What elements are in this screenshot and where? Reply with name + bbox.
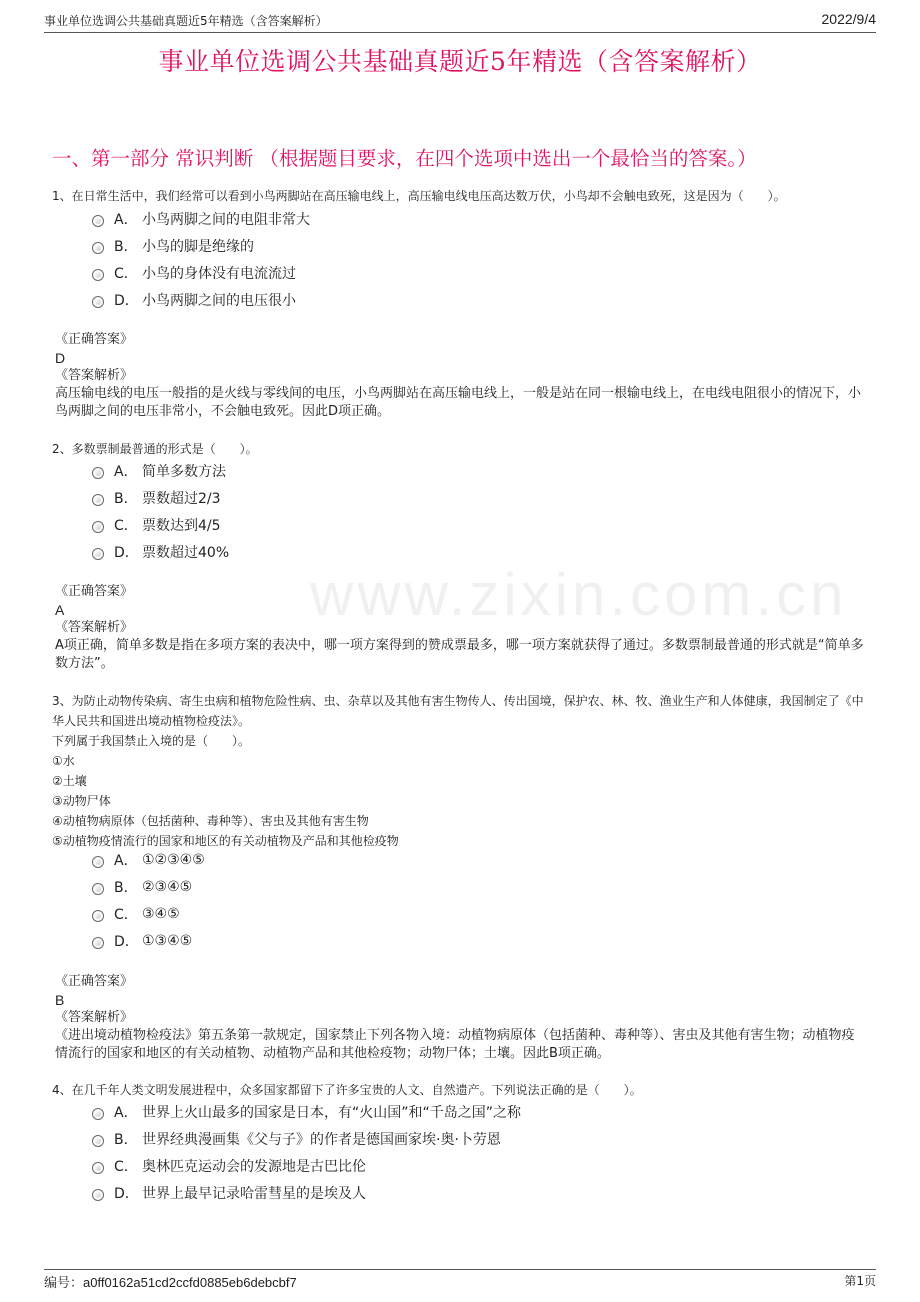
- option-c[interactable]: [92, 259, 310, 286]
- header-title: 事业单位选调公共基础真题近5年精选（含答案解析）: [44, 14, 328, 28]
- explanation-label: 《答案解析》: [55, 1010, 134, 1025]
- option-a[interactable]: [92, 205, 310, 232]
- question-2-options: [92, 457, 229, 565]
- prompt-line: 下列属于我国禁止入境的是（ ）。: [52, 734, 251, 748]
- list-item: ④动植物病原体（包括菌种、毒种等）、害虫及其他有害生物: [52, 814, 369, 828]
- option-key: A．: [114, 211, 138, 228]
- question-4-stem: 4、在几千年人类文明发展进程中，众多国家都留下了许多宝贵的人文、自然遗产。下列说法正确的是（ ）。: [52, 1083, 642, 1097]
- radio-icon[interactable]: [92, 242, 104, 254]
- option-a[interactable]: [92, 457, 229, 484]
- radio-icon[interactable]: [92, 521, 104, 533]
- question-2-stem: 2、多数票制最普通的形式是（ ）。: [52, 442, 258, 456]
- option-text: 小鸟两脚之间的电压很小: [142, 292, 296, 309]
- option-key: C．: [114, 265, 138, 282]
- option-text: 票数超过40%: [142, 544, 230, 561]
- page-footer: [44, 1269, 876, 1291]
- question-1-stem: 1、在日常生活中，我们经常可以看到小鸟两脚站在高压输电线上，高压输电线电压高达数万伏，小鸟却不会触电致死，这是因为（ ）。: [52, 189, 786, 203]
- option-text: 世界上最早记录哈雷彗星的是埃及人: [142, 1185, 366, 1202]
- radio-icon[interactable]: [92, 910, 104, 922]
- section-heading: 一、第一部分 常识判断 （根据题目要求，在四个选项中选出一个最恰当的答案。）: [52, 147, 757, 170]
- explanation-text: 高压输电线的电压一般指的是火线与零线间的电压，小鸟两脚站在高压输电线上，一般是站在同一根输电线上，在电线电阻很小的情况下，小鸟两脚之间的电压非常小，不会触电致死。因此D项正确。: [55, 386, 862, 419]
- radio-icon[interactable]: [92, 1135, 104, 1147]
- radio-icon[interactable]: [92, 296, 104, 308]
- option-key: D．: [114, 544, 139, 561]
- option-b[interactable]: [92, 232, 310, 259]
- question-2-answer-block: [55, 583, 865, 673]
- option-d[interactable]: [92, 1179, 521, 1206]
- explanation-label: 《答案解析》: [55, 620, 134, 635]
- option-key: A．: [114, 852, 138, 869]
- option-b[interactable]: [92, 873, 205, 900]
- list-item: ⑤动植物疫情流行的国家和地区的有关动植物及产品和其他检疫物: [52, 834, 399, 848]
- option-key: B．: [114, 238, 138, 255]
- option-text: 票数达到4/5: [142, 517, 221, 534]
- answer-label: 《正确答案》: [55, 584, 134, 599]
- list-item: ①水: [52, 754, 75, 768]
- option-text: ③④⑤: [142, 905, 180, 922]
- radio-icon[interactable]: [92, 856, 104, 868]
- answer-label: 《正确答案》: [55, 332, 134, 347]
- option-c[interactable]: [92, 900, 205, 927]
- option-text: 小鸟的身体没有电流流过: [142, 265, 296, 282]
- option-key: B．: [114, 879, 138, 896]
- page-number: 第1页: [844, 1274, 876, 1288]
- radio-icon[interactable]: [92, 937, 104, 949]
- option-d[interactable]: [92, 286, 310, 313]
- header-date: 2022/9/4: [821, 11, 876, 27]
- option-d[interactable]: [92, 927, 205, 954]
- option-c[interactable]: [92, 511, 229, 538]
- option-key: A．: [114, 463, 138, 480]
- option-b[interactable]: [92, 1125, 521, 1152]
- radio-icon[interactable]: [92, 1189, 104, 1201]
- answer-value: A: [55, 602, 65, 618]
- list-item: ③动物尸体: [52, 794, 111, 808]
- option-text: ②③④⑤: [142, 878, 193, 895]
- question-3-options: [92, 846, 205, 954]
- option-d[interactable]: [92, 538, 229, 565]
- option-key: C．: [114, 1158, 138, 1175]
- answer-label: 《正确答案》: [55, 974, 134, 989]
- radio-icon[interactable]: [92, 215, 104, 227]
- option-a[interactable]: [92, 846, 205, 873]
- option-key: A．: [114, 1104, 138, 1121]
- option-key: B．: [114, 1131, 138, 1148]
- option-a[interactable]: [92, 1098, 521, 1125]
- list-item: ②土壤: [52, 774, 87, 788]
- radio-icon[interactable]: [92, 494, 104, 506]
- question-3-answer-block: [55, 973, 865, 1063]
- document-title: 事业单位选调公共基础真题近5年精选（含答案解析）: [158, 47, 762, 76]
- option-b[interactable]: [92, 484, 229, 511]
- watermark: www.zixin.com.cn: [310, 561, 848, 628]
- question-3-stem: 3、为防止动物传染病、寄生虫病和植物危险性病、虫、杂草以及其他有害生物传人、传出国境，保护农、林、牧、渔业生产和人体健康，我国制定了《中华人民共和国进出境动植物检疫法》。: [52, 694, 864, 728]
- explanation-text: 《进出境动植物检疫法》第五条第一款规定，国家禁止下列各物入境：动植物病原体（包括菌种、毒种等）、害虫及其他有害生物；动植物疫情流行的国家和地区的有关动植物、动植物产品和其他检疫物；动物尸体；土壤。因此B项正确。: [55, 1028, 855, 1061]
- option-text: ①③④⑤: [142, 932, 193, 949]
- page-header: [44, 12, 876, 33]
- radio-icon[interactable]: [92, 1162, 104, 1174]
- option-text: 世界上火山最多的国家是日本，有“火山国”和“千岛之国”之称: [142, 1104, 522, 1121]
- explanation-label: 《答案解析》: [55, 368, 134, 383]
- radio-icon[interactable]: [92, 1108, 104, 1120]
- answer-value: B: [55, 992, 65, 1008]
- question-4-options: [92, 1098, 521, 1206]
- option-text: 世界经典漫画集《父与子》的作者是德国画家埃·奥·卜劳恩: [142, 1131, 501, 1148]
- option-key: B．: [114, 490, 138, 507]
- radio-icon[interactable]: [92, 883, 104, 895]
- answer-value: D: [55, 350, 66, 366]
- option-text: 小鸟两脚之间的电阻非常大: [142, 211, 310, 228]
- explanation-text: A项正确，简单多数是指在多项方案的表决中，哪一项方案得到的赞成票最多，哪一项方案就获得了通过。多数票制最普通的形式就是“简单多数方法”。: [55, 638, 864, 671]
- option-c[interactable]: [92, 1152, 521, 1179]
- question-1-answer-block: [55, 331, 865, 421]
- option-text: 简单多数方法: [142, 463, 226, 480]
- option-text: 票数超过2/3: [142, 490, 221, 507]
- document-code: 编号：a0ff0162a51cd2ccfd0885eb6debcbf7: [44, 1275, 297, 1290]
- option-text: ①②③④⑤: [142, 851, 205, 868]
- option-key: C．: [114, 906, 138, 923]
- option-key: D．: [114, 1185, 139, 1202]
- option-text: 奥林匹克运动会的发源地是古巴比伦: [142, 1158, 366, 1175]
- radio-icon[interactable]: [92, 548, 104, 560]
- option-key: C．: [114, 517, 138, 534]
- radio-icon[interactable]: [92, 467, 104, 479]
- option-key: D．: [114, 933, 139, 950]
- radio-icon[interactable]: [92, 269, 104, 281]
- question-1-options: [92, 205, 310, 313]
- option-key: D．: [114, 292, 139, 309]
- option-text: 小鸟的脚是绝缘的: [142, 238, 254, 255]
- question-3-items: [52, 731, 399, 851]
